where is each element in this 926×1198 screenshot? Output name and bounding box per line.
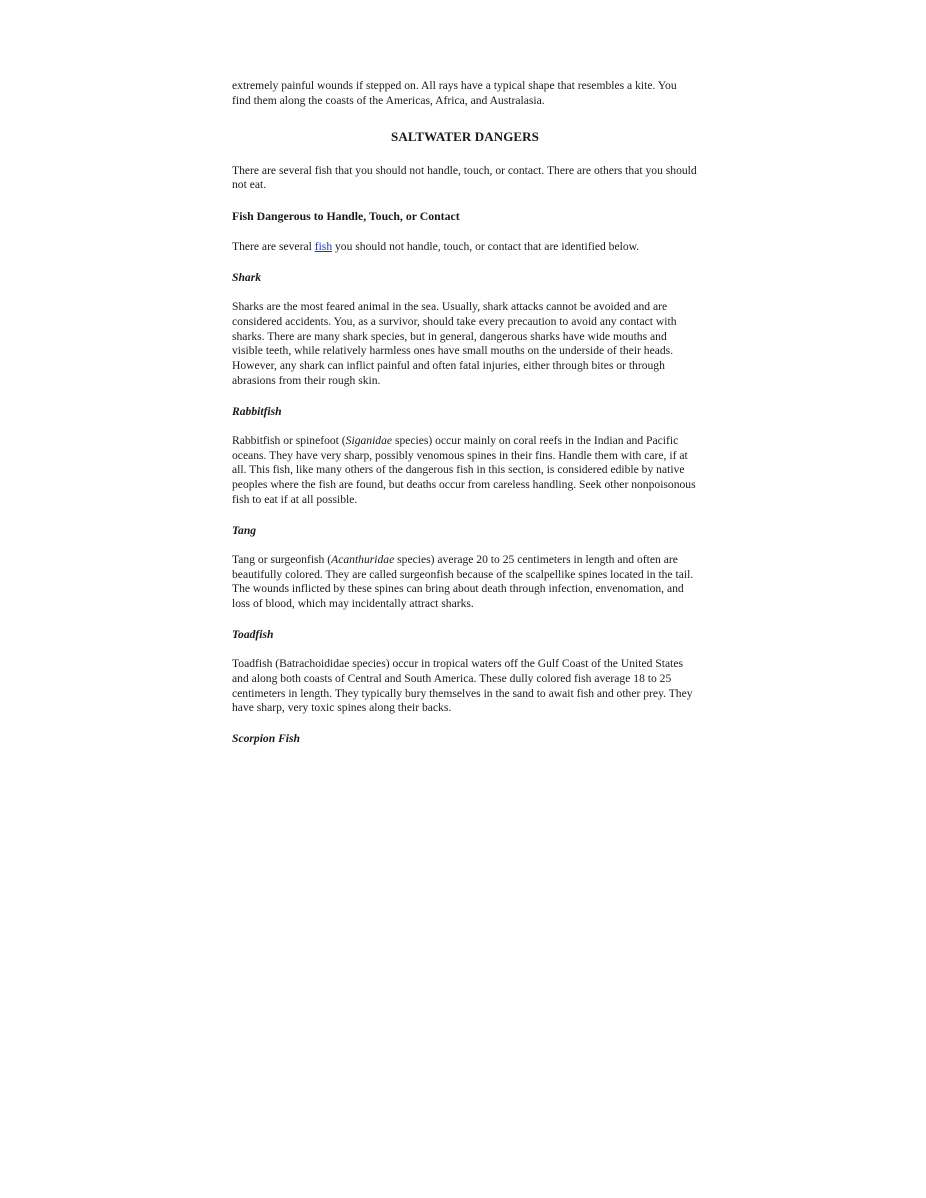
- tang-text-after: species) average 20 to 25 centimeters in length and often are beautifully colored. They are called surgeonfish because of the scalpellike spines located in the tail. The wounds inflicted by these spines can bring about death through infection, envenomation, and loss of blood, which may incidentally attract sharks.: [232, 552, 694, 611]
- fish-intro-paragraph: [232, 240, 698, 255]
- lead-paragraph: There are several fish that you should not handle, touch, or contact. There are others that you should not eat.: [232, 163, 697, 192]
- rabbitfish-species: Siganidae: [345, 433, 393, 447]
- fish-link[interactable]: fish: [314, 240, 333, 254]
- fish-intro-text-after: you should not handle, touch, or contact that are identified below.: [332, 240, 640, 254]
- rabbitfish-text-before: Rabbitfish or spinefoot (: [232, 433, 346, 447]
- rabbitfish-paragraph: [232, 434, 698, 508]
- shark-paragraph: Sharks are the most feared animal in the sea. Usually, shark attacks cannot be avoided and are considered accidents. You, as a survivor, should take every precaution to avoid any contact with sharks. There are many shark species, but in general, dangerous sharks have wide mouths and visible teeth, while relatively harmless ones have small mouths on the underside of their heads. However, any shark can inflict painful and often fatal injuries, either through bites or through abrasions from their rough skin.: [232, 299, 677, 387]
- fish-intro-text-before: There are several: [232, 240, 315, 254]
- toadfish-paragraph: Toadfish (Batrachoididae species) occur in tropical waters off the Gulf Coast of the United States and along both coasts of Central and South America. These dully colored fish average 18 to 25 centimeters in length. They typically bury themselves in the sand to await fish and other prey. They have sharp, very toxic spines along their backs.: [232, 656, 693, 715]
- rabbitfish-text-after: species) occur mainly on coral reefs in the Indian and Pacific oceans. They have very sharp, possibly venomous spines in their fins. Handle them with care, if at all. This fish, like many others of the dangerous fish in this section, is considered edible by native peoples where the fish are found, but deaths occur from careless handling. Seek other nonpoisonous fish to eat if at all possible.: [232, 433, 696, 506]
- scorpion-fish-title: Scorpion Fish: [232, 732, 300, 746]
- rabbitfish-title: Rabbitfish: [232, 404, 282, 418]
- tang-species: Acanthuridae: [331, 552, 395, 566]
- subsection-heading: Fish Dangerous to Handle, Touch, or Contact: [232, 209, 460, 224]
- toadfish-title: Toadfish: [232, 627, 274, 641]
- tang-title: Tang: [232, 523, 257, 537]
- shark-title: Shark: [232, 270, 262, 284]
- document-page: [232, 79, 698, 761]
- section-heading: SALTWATER DANGERS: [391, 128, 539, 144]
- intro-paragraph: extremely painful wounds if stepped on. All rays have a typical shape that resembles a kite. You find them along the coasts of the Americas, Africa, and Australasia.: [232, 79, 677, 107]
- tang-paragraph: [232, 553, 698, 612]
- tang-text-before: Tang or surgeonfish (: [232, 552, 332, 566]
